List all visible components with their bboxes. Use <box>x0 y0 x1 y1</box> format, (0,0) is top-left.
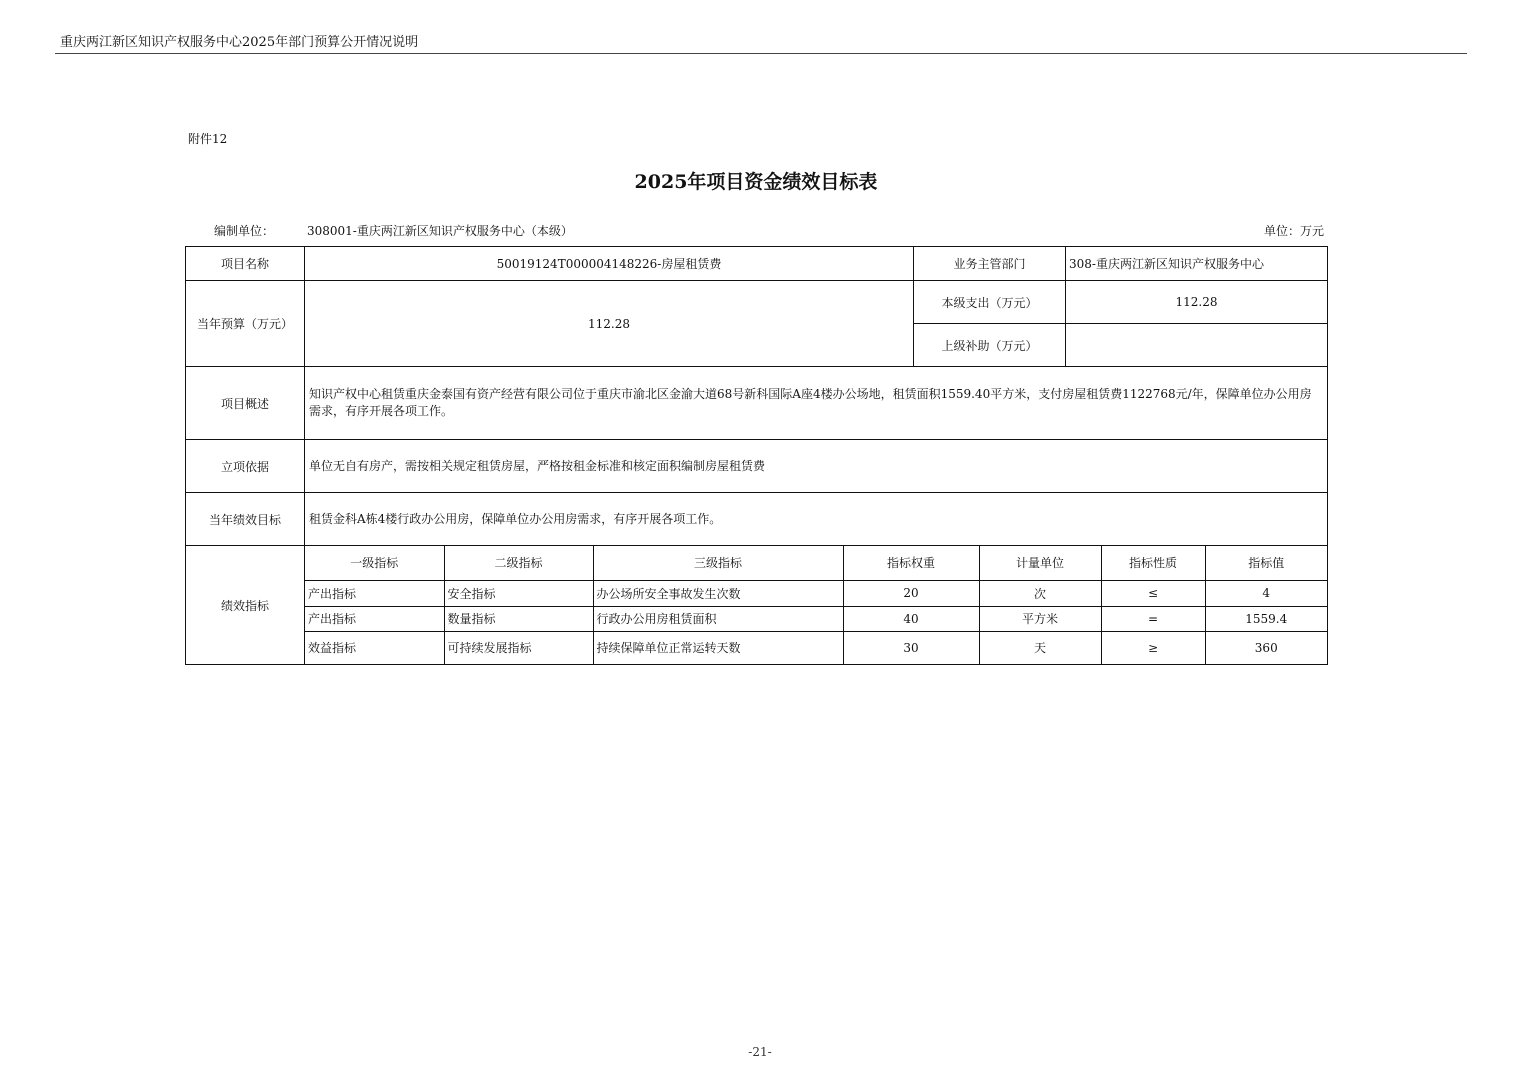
header-rule <box>55 53 1467 54</box>
indicator-nature: ≤ <box>1101 580 1205 606</box>
indicator-nature: ≥ <box>1101 631 1205 664</box>
indicator-level2: 可持续发展指标 <box>444 631 593 664</box>
indicator-weight: 40 <box>843 606 979 631</box>
dept-value: 308-重庆两江新区知识产权服务中心 <box>1066 247 1328 281</box>
indicators-table <box>305 546 1327 664</box>
attachment-label: 附件12 <box>188 132 228 146</box>
indicators-cell <box>305 546 1328 665</box>
indicator-unit: 平方米 <box>979 606 1101 631</box>
indicator-level1: 效益指标 <box>305 631 444 664</box>
subsidy-label: 上级补助（万元） <box>914 324 1066 367</box>
indicator-level3: 行政办公用房租赁面积 <box>593 606 843 631</box>
indicator-header: 二级指标 <box>444 546 593 580</box>
indicator-header: 指标权重 <box>843 546 979 580</box>
indicator-header: 指标值 <box>1205 546 1327 580</box>
indicator-level1: 产出指标 <box>305 606 444 631</box>
indicators-label: 绩效指标 <box>186 546 305 665</box>
indicator-value: 4 <box>1205 580 1327 606</box>
own-spend-label: 本级支出（万元） <box>914 281 1066 324</box>
indicator-weight: 20 <box>843 580 979 606</box>
subsidy-value <box>1066 324 1328 367</box>
indicator-level2: 数量指标 <box>444 606 593 631</box>
basis-value: 单位无自有房产，需按相关规定租赁房屋，严格按租金标准和核定面积编制房屋租赁费 <box>305 440 1328 493</box>
indicator-value: 1559.4 <box>1205 606 1327 631</box>
org-label: 编制单位： <box>214 224 275 238</box>
budget-value: 112.28 <box>305 281 914 367</box>
indicator-unit: 次 <box>979 580 1101 606</box>
org-value: 308001-重庆两江新区知识产权服务中心（本级） <box>307 224 573 238</box>
indicator-level1: 产出指标 <box>305 580 444 606</box>
project-name-value: 50019124T000004148226-房屋租赁费 <box>305 247 914 281</box>
goal-label: 当年绩效目标 <box>186 493 305 546</box>
indicator-level3: 办公场所安全事故发生次数 <box>593 580 843 606</box>
document-title: 2025年项目资金绩效目标表 <box>634 171 878 193</box>
indicator-header: 三级指标 <box>593 546 843 580</box>
project-name-label: 项目名称 <box>186 247 305 281</box>
own-spend-value: 112.28 <box>1066 281 1328 324</box>
overview-value: 知识产权中心租赁重庆金泰国有资产经营有限公司位于重庆市渝北区金渝大道68号新科国际A座4楼办公场地，租赁面积1559.40平方米，支付房屋租赁费1122768元/年，保障单位办公用房需求，有序开展各项工作。 <box>305 367 1328 440</box>
indicator-header: 一级指标 <box>350 556 399 571</box>
indicator-unit: 天 <box>979 631 1101 664</box>
indicator-weight: 30 <box>843 631 979 664</box>
table-row <box>305 631 1327 664</box>
overview-label: 项目概述 <box>186 367 305 440</box>
indicator-nature: = <box>1101 606 1205 631</box>
page-number: -21- <box>748 1045 772 1059</box>
unit-note: 单位：万元 <box>1263 224 1324 238</box>
table-row <box>305 606 1327 631</box>
indicator-value: 360 <box>1205 631 1327 664</box>
budget-label: 当年预算（万元） <box>186 281 305 367</box>
dept-label: 业务主管部门 <box>914 247 1066 281</box>
performance-table <box>185 246 1328 665</box>
header-title: 重庆两江新区知识产权服务中心2025年部门预算公开情况说明 <box>60 35 419 50</box>
table-row <box>305 580 1327 606</box>
indicator-level2: 安全指标 <box>444 580 593 606</box>
indicator-level3: 持续保障单位正常运转天数 <box>593 631 843 664</box>
goal-value: 租赁金科A栋4楼行政办公用房，保障单位办公用房需求，有序开展各项工作。 <box>305 493 1328 546</box>
indicator-header: 指标性质 <box>1101 546 1205 580</box>
indicator-header: 计量单位 <box>979 546 1101 580</box>
indicator-header-row <box>305 546 1327 580</box>
basis-label: 立项依据 <box>186 440 305 493</box>
